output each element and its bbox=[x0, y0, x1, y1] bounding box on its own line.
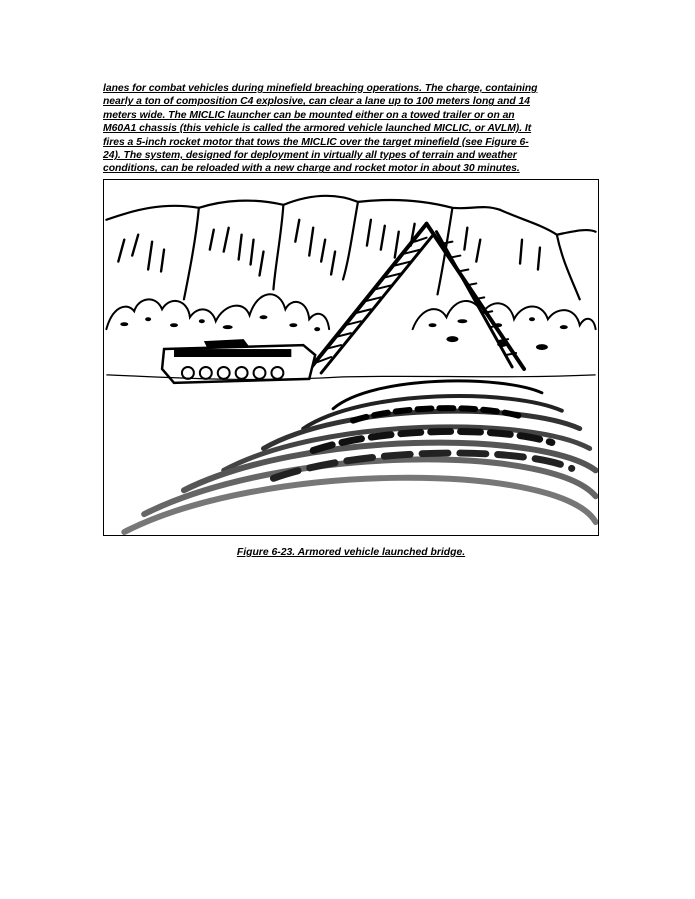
paragraph-line: nearly a ton of composition C4 explosive, can clear a lane up to 100 meters long and 14 bbox=[103, 96, 530, 108]
tank-vehicle bbox=[162, 339, 315, 383]
figure-caption: Figure 6-23. Armored vehicle launched bridge. bbox=[236, 547, 466, 558]
bridge-truss bbox=[308, 224, 524, 373]
ditch-gap bbox=[124, 381, 595, 532]
paragraph-line: 24). The system, designed for deployment in virtually all types of terrain and weather bbox=[103, 150, 517, 162]
cliff-hatching bbox=[118, 220, 540, 276]
figure-illustration bbox=[103, 179, 599, 536]
paragraph-line: fires a 5-inch rocket motor that tows the MICLIC over the target minefield (see Figure 6- bbox=[103, 136, 529, 148]
paragraph-line: lanes for combat vehicles during minefield breaching operations. The charge, containing bbox=[103, 83, 538, 94]
paragraph-line: M60A1 chassis (this vehicle is called the armored vehicle launched MICLIC, or AVLM). It bbox=[103, 123, 532, 135]
armored-vehicle-launched-bridge-illustration bbox=[104, 180, 598, 535]
paragraph-line: conditions, can be reloaded with a new charge and rocket motor in about 30 minutes. bbox=[103, 163, 520, 175]
body-paragraph bbox=[103, 82, 593, 176]
paragraph-line: meters wide. The MICLIC launcher can be mounted either on a towed trailer or on an bbox=[103, 109, 515, 121]
